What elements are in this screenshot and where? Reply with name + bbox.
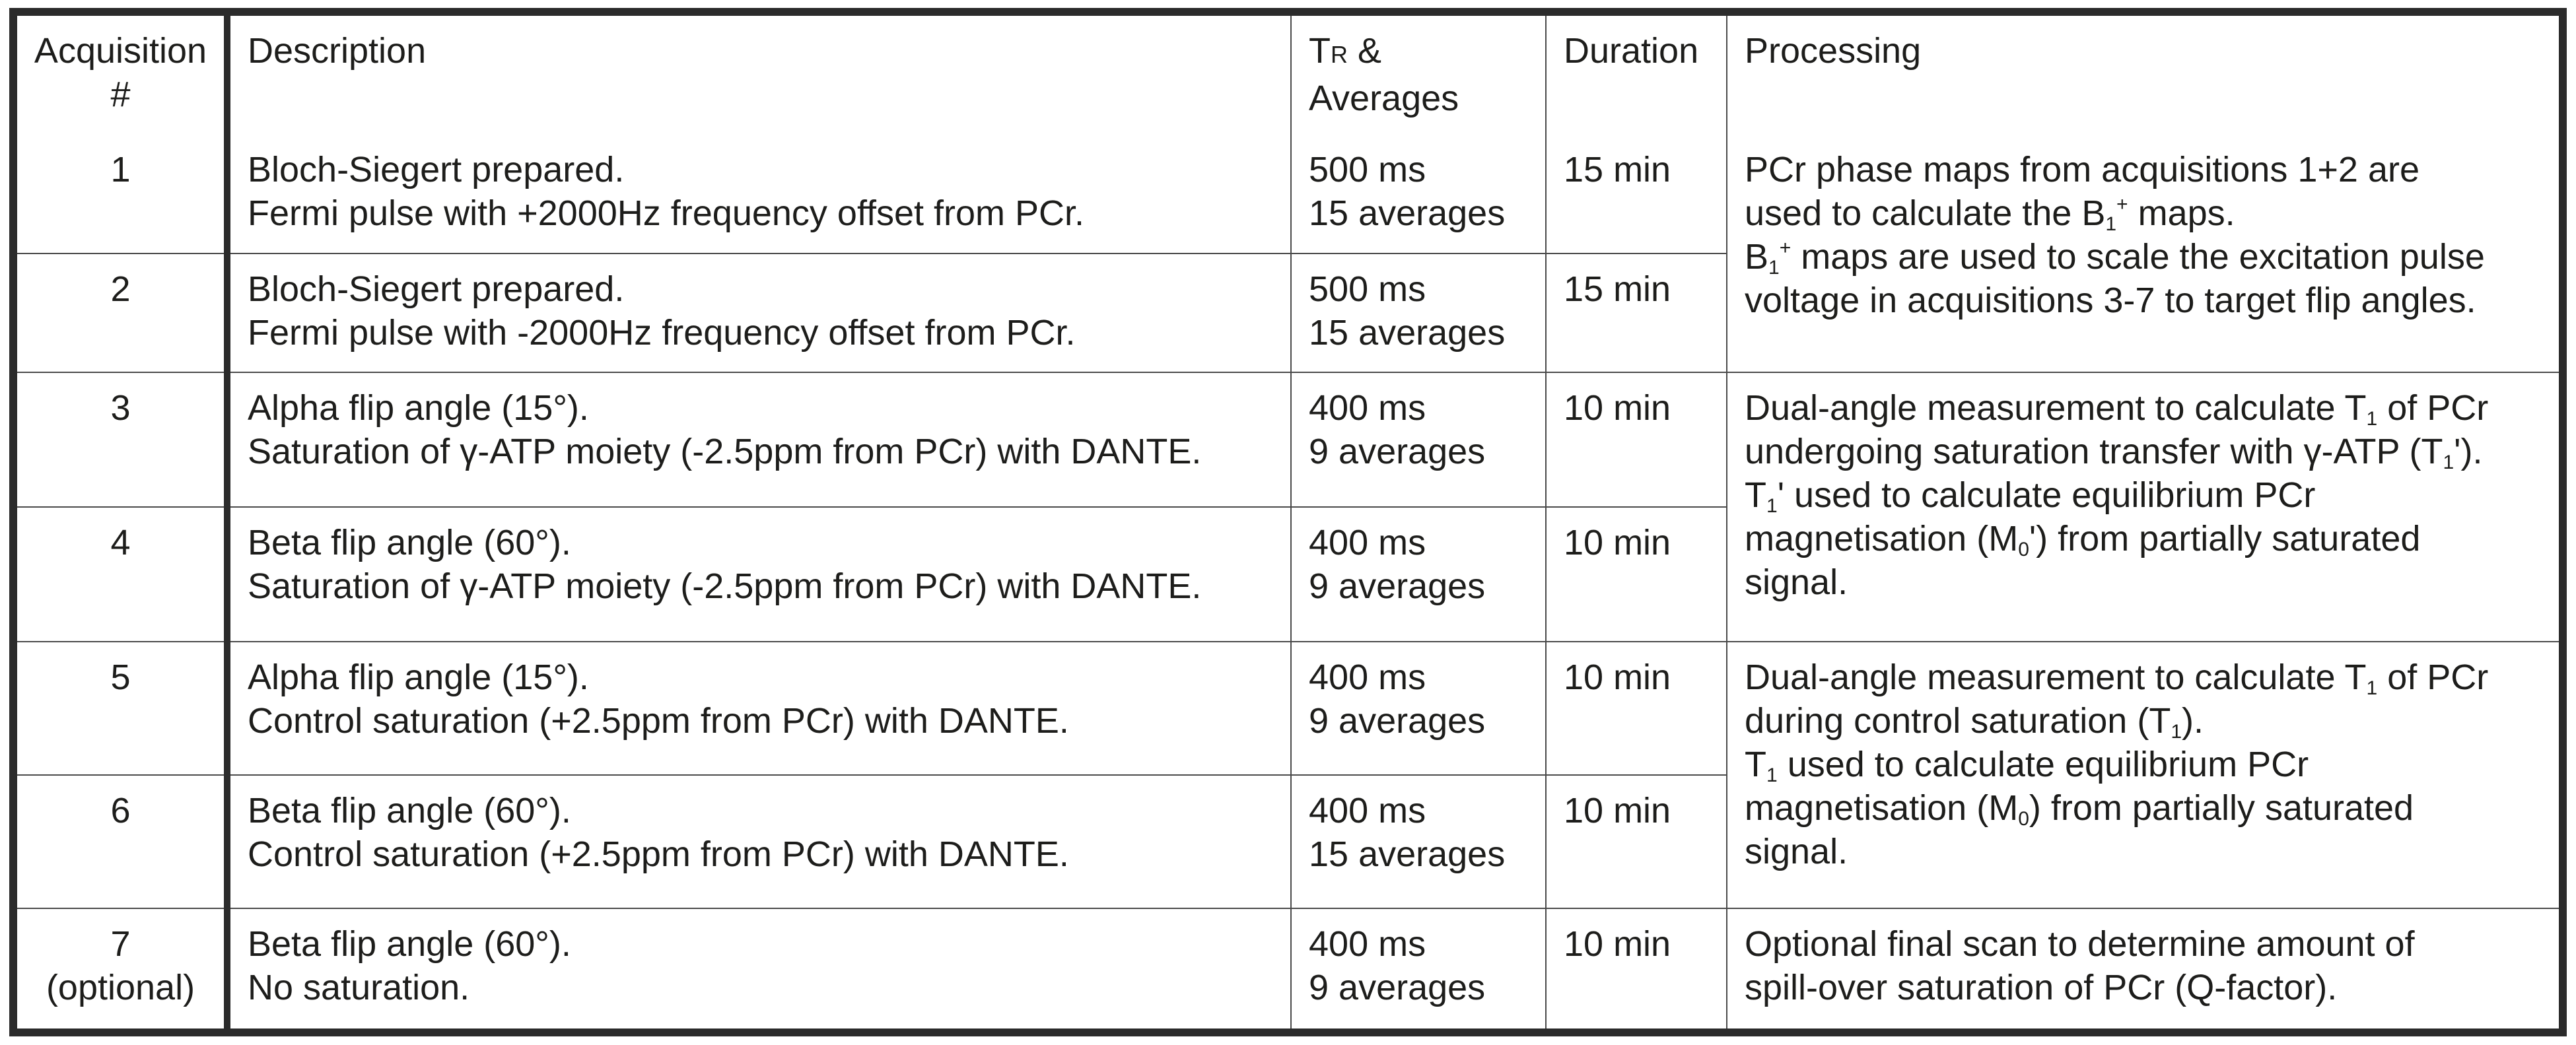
duration-cell: 10 min xyxy=(1546,908,1727,1028)
duration-cell: 15 min xyxy=(1546,253,1727,372)
duration-cell: 10 min xyxy=(1546,642,1727,775)
acquisition-number: 4 xyxy=(17,507,227,642)
tr-averages-cell: 400 ms 9 averages xyxy=(1291,908,1546,1028)
processing-cell-control: Dual-angle measurement to calculate $T_1$ of PCr during control saturation $(T_1)$. $T_1$ used to calculate equilibrium PCr magnetisation $(M_0)$ from partially saturated signal. xyxy=(1727,642,2559,908)
description-cell: Alpha flip angle (15°). Control saturation (+2.5ppm from PCr) with DANTE. xyxy=(227,642,1291,775)
duration-cell: 10 min xyxy=(1546,507,1727,642)
description-cell: Beta flip angle (60°). Saturation of γ-ATP moiety (-2.5ppm from PCr) with DANTE. xyxy=(227,507,1291,642)
description-cell: Bloch-Siegert prepared. Fermi pulse with -2000Hz frequency offset from PCr. xyxy=(227,253,1291,372)
header-acquisition-line1: Acquisition xyxy=(34,31,207,71)
acquisition-table-frame xyxy=(9,8,2567,1036)
tr-averages-cell: 500 ms 15 averages xyxy=(1291,135,1546,253)
duration-cell: 15 min xyxy=(1546,135,1727,253)
processing-cell-bloch-siegert: PCr phase maps from acquisitions 1+2 are used to calculate the $B_1^+$ maps. $B_1^+$ maps are used to scale the excitation pulse voltage in acquisitions 3-7 to target flip angles. xyxy=(1727,135,2559,372)
table-row xyxy=(17,642,2559,775)
description-cell: Bloch-Siegert prepared. Fermi pulse with +2000Hz frequency offset from PCr. xyxy=(227,135,1291,253)
acquisition-number: 3 xyxy=(17,372,227,507)
processing-cell-gamma-atp: Dual-angle measurement to calculate $T_1$ of PCr undergoing saturation transfer with γ-ATP $(T_1')$. $T_1'$ used to calculate equilibrium PCr magnetisation $(M_0')$ from partially saturated signal. xyxy=(1727,372,2559,642)
tr-averages-cell: 500 ms 15 averages xyxy=(1291,253,1546,372)
acquisition-table xyxy=(17,16,2559,1028)
table-row xyxy=(17,372,2559,507)
acquisition-number: 5 xyxy=(17,642,227,775)
tr-averages-cell: 400 ms 9 averages xyxy=(1291,507,1546,642)
table-row xyxy=(17,135,2559,253)
acquisition-number: 2 xyxy=(17,253,227,372)
header-tr-averages: TR & Averages xyxy=(1291,16,1546,135)
description-cell: Beta flip angle (60°). No saturation. xyxy=(227,908,1291,1028)
processing-cell-optional: Optional final scan to determine amount of spill-over saturation of PCr (Q-factor). xyxy=(1727,908,2559,1028)
duration-cell: 10 min xyxy=(1546,775,1727,908)
tr-averages-cell: 400 ms 15 averages xyxy=(1291,775,1546,908)
header-acquisition-line2: # xyxy=(110,75,131,114)
acquisition-number: 6 xyxy=(17,775,227,908)
tr-averages-cell: 400 ms 9 averages xyxy=(1291,642,1546,775)
tr-averages-cell: 400 ms 9 averages xyxy=(1291,372,1546,507)
header-processing: Processing xyxy=(1727,16,2559,135)
description-cell: Alpha flip angle (15°). Saturation of γ-ATP moiety (-2.5ppm from PCr) with DANTE. xyxy=(227,372,1291,507)
table-row xyxy=(17,908,2559,1028)
header-duration: Duration xyxy=(1546,16,1727,135)
header-row xyxy=(17,16,2559,135)
description-cell: Beta flip angle (60°). Control saturation (+2.5ppm from PCr) with DANTE. xyxy=(227,775,1291,908)
duration-cell: 10 min xyxy=(1546,372,1727,507)
header-description: Description xyxy=(227,16,1291,135)
acquisition-number: 7 (optional) xyxy=(17,908,227,1028)
acquisition-number: 1 xyxy=(17,135,227,253)
header-acquisition xyxy=(17,16,227,135)
